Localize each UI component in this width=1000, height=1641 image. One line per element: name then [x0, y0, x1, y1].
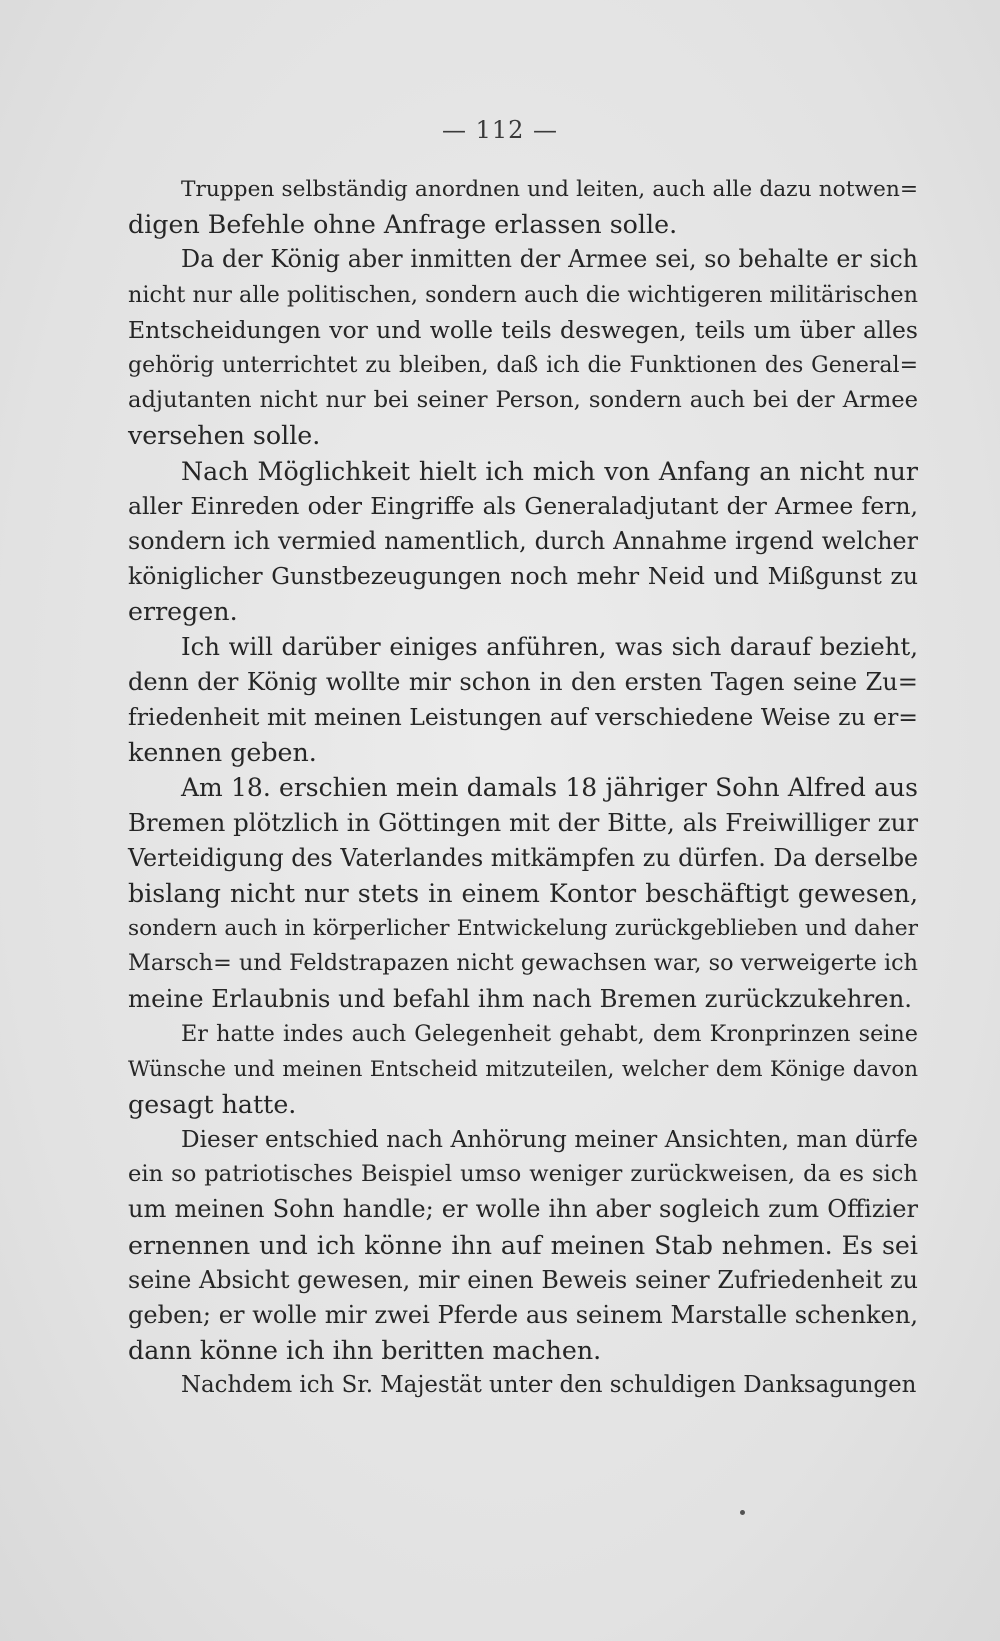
text-line: kennen geben.	[128, 738, 317, 767]
text-line: Am 18. erschien mein damals 18 jähriger Sohn Alfred aus	[181, 773, 918, 803]
text-line: erregen.	[128, 597, 238, 627]
text-line: versehen solle.	[128, 421, 321, 451]
text-line: sondern ich vermied namentlich, durch Annahme irgend welcher	[128, 526, 918, 555]
text-line: Nach Möglichkeit hielt ich mich von Anfang an nicht nur	[181, 456, 918, 486]
page-number: — 112 —	[441, 116, 559, 144]
text-line: Nachdem ich Sr. Majestät unter den schuldigen Danksagungen	[181, 1372, 917, 1399]
text-line: ein so patriotisches Beispiel umso weniger zurückweisen, da es sich	[128, 1161, 918, 1188]
text-line: Verteidigung des Vaterlandes mitkämpfen zu dürfen. Da derselbe	[128, 843, 919, 872]
text-line: Er hatte indes auch Gelegenheit gehabt, dem Kronprinzen seine	[181, 1020, 918, 1047]
text-line: sondern auch in körperlicher Entwickelung zurückgeblieben und daher	[128, 915, 918, 941]
text-line: meine Erlaubnis und befahl ihm nach Bremen zurückzukehren.	[128, 984, 913, 1014]
text-line: gehörig unterrichtet zu bleiben, daß ich die Funktionen des General=	[128, 352, 918, 378]
paragraph	[128, 770, 918, 1016]
text-line: ernennen und ich könne ihn auf meinen Stab nehmen. Es sei	[128, 1230, 918, 1260]
text-line: Truppen selbständig anordnen und leiten, auch alle dazu notwen=	[181, 177, 918, 202]
text-line: seine Absicht gewesen, mir einen Beweis seiner Zufriedenheit zu	[128, 1265, 918, 1294]
paragraph	[128, 1122, 918, 1368]
text-line: nicht nur alle politischen, sondern auch die wichtigeren militärischen	[128, 281, 918, 308]
text-line: Entscheidungen vor und wolle teils deswegen, teils um über alles	[128, 315, 918, 344]
text-line: Dieser entschied nach Anhörung meiner Ansichten, man dürfe	[181, 1126, 918, 1154]
text-line: geben; er wolle mir zwei Pferde aus seinem Marstalle schenken,	[128, 1301, 918, 1329]
text-line: Wünsche und meinen Entscheid mitzuteilen, welcher dem Könige davon	[128, 1056, 918, 1082]
text-line: dann könne ich ihn beritten machen.	[128, 1336, 602, 1366]
body-text	[128, 172, 918, 1404]
paragraph	[128, 1017, 918, 1123]
text-line: denn der König wollte mir schon in den ersten Tagen seine Zu=	[128, 667, 918, 696]
paragraph	[128, 1368, 918, 1403]
text-line: königlicher Gunstbezeugungen noch mehr Neid und Mißgunst zu	[128, 562, 918, 591]
text-line: gesagt hatte.	[128, 1089, 297, 1119]
paragraph	[128, 242, 918, 453]
text-line: bislang nicht nur stets in einem Kontor beschäftigt gewesen,	[128, 878, 918, 908]
text-line: aller Einreden oder Eingriffe als Generaladjutant der Armee fern,	[128, 491, 918, 520]
text-line: digen Befehle ohne Anfrage erlassen solle.	[128, 210, 678, 240]
text-line: Bremen plötzlich in Göttingen mit der Bitte, als Freiwilliger zur	[128, 808, 918, 838]
paragraph	[128, 629, 918, 770]
text-line: Ich will darüber einiges anführen, was sich darauf bezieht,	[181, 632, 918, 662]
text-line: um meinen Sohn handle; er wolle ihn aber sogleich zum Offizier	[128, 1195, 918, 1224]
text-line: Da der König aber inmitten der Armee sei, so behalte er sich	[181, 245, 918, 274]
text-line: friedenheit mit meinen Leistungen auf verschiedene Weise zu er=	[128, 702, 918, 731]
print-speck	[740, 1510, 745, 1515]
text-line: adjutanten nicht nur bei seiner Person, sondern auch bei der Armee	[128, 387, 918, 414]
paragraph	[128, 172, 918, 242]
paragraph	[128, 454, 918, 630]
text-line: Marsch= und Feldstrapazen nicht gewachsen war, so verweigerte ich	[128, 950, 918, 977]
